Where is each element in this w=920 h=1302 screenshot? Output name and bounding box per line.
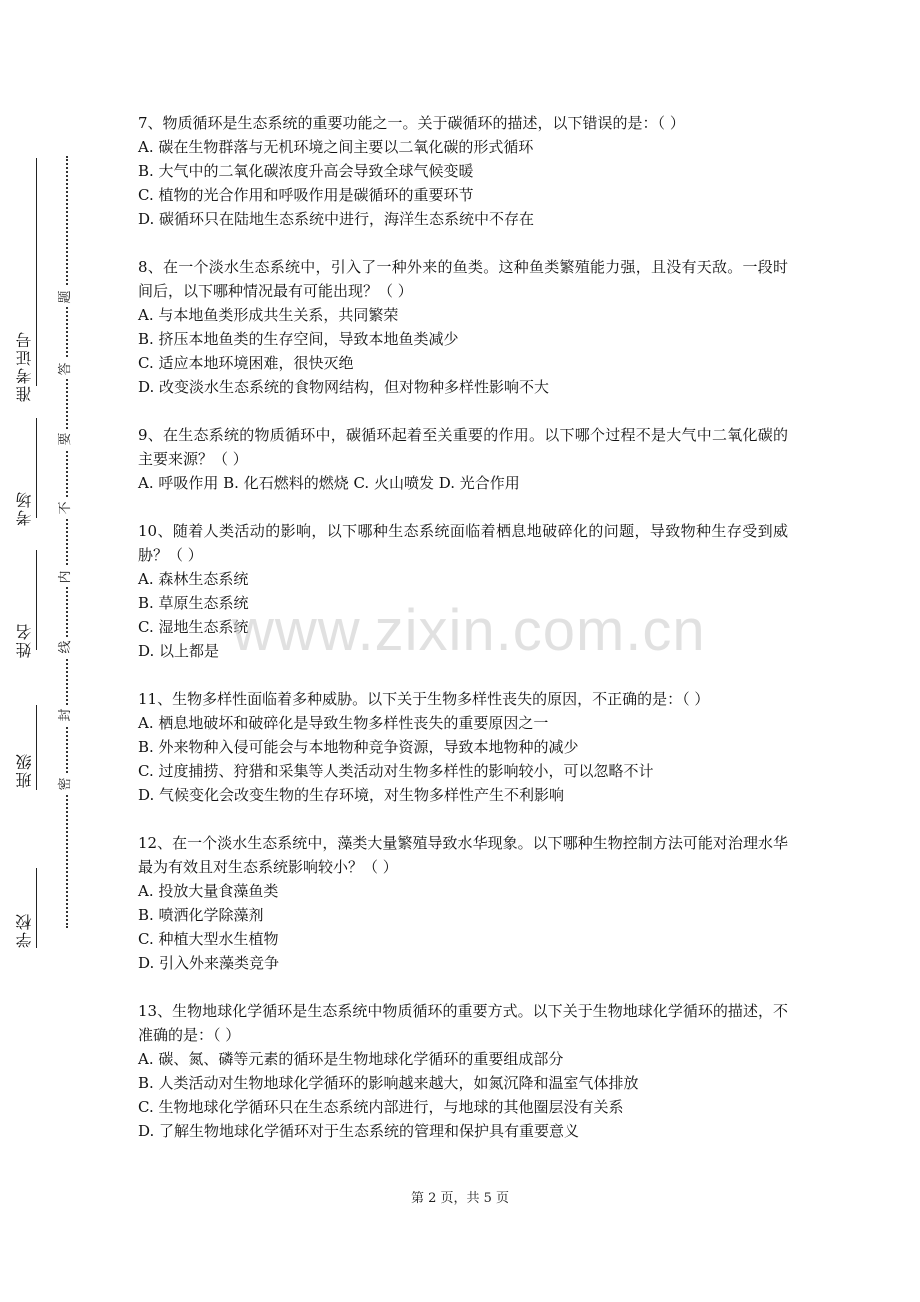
option-a: A. 森林生态系统 <box>138 570 249 588</box>
seal-char: 线 <box>57 637 75 657</box>
class-line <box>36 705 37 790</box>
question-11 <box>138 687 788 807</box>
question-stem: 11、生物多样性面临着多种威胁。以下关于生物多样性丧失的原因，不正确的是：（ ） <box>138 690 710 708</box>
option-b: B. 人类活动对生物地球化学循环的影响越来越大，如氮沉降和温室气体排放 <box>138 1074 639 1092</box>
seal-dotted-line <box>66 156 68 928</box>
option-b: B. 喷洒化学除藻剂 <box>138 906 264 924</box>
option-c: C. 种植大型水生植物 <box>138 930 279 948</box>
seal-char: 内 <box>57 567 75 587</box>
exam-number-line <box>36 158 37 386</box>
option-a: A. 栖息地破坏和破碎化是导致生物多样性丧失的重要原因之一 <box>138 714 549 732</box>
page-number: 第 2 页，共 5 页 <box>410 1191 510 1206</box>
option-a: A. 碳、氮、磷等元素的循环是生物地球化学循环的重要组成部分 <box>138 1050 564 1068</box>
exam-number-label: 准考证号 <box>15 330 34 402</box>
binding-margin <box>0 0 110 1302</box>
option-c: C. 植物的光合作用和呼吸作用是碳循环的重要环节 <box>138 186 474 204</box>
exam-room-label: 考场 <box>15 490 34 526</box>
option-a: A. 投放大量食藻鱼类 <box>138 882 279 900</box>
school-label: 学校 <box>15 912 34 948</box>
option-a: A. 与本地鱼类形成共生关系，共同繁荣 <box>138 306 399 324</box>
question-stem: 13、生物地球化学循环是生态系统中物质循环的重要方式。以下关于生物地球化学循环的描述，不准确的是：（ ） <box>138 1002 788 1044</box>
option-b: B. 大气中的二氧化碳浓度升高会导致全球气候变暖 <box>138 162 474 180</box>
watermark: www.zixin.com.cn <box>232 598 706 663</box>
option-d: D. 以上都是 <box>138 642 220 660</box>
option-c: C. 适应本地环境困难，很快灭绝 <box>138 354 354 372</box>
question-9 <box>138 423 788 495</box>
option-d: D. 引入外来藻类竞争 <box>138 954 280 972</box>
seal-char: 密 <box>57 774 75 794</box>
seal-char: 封 <box>57 705 75 725</box>
exam-room-line <box>36 418 37 518</box>
name-line <box>36 550 37 650</box>
options-inline: A. 呼吸作用 B. 化石燃料的燃烧 C. 火山喷发 D. 光合作用 <box>138 474 520 492</box>
name-label: 姓名 <box>15 622 34 658</box>
option-d: D. 了解生物地球化学循环对于生态系统的管理和保护具有重要意义 <box>138 1122 580 1140</box>
question-stem: 10、随着人类活动的影响，以下哪种生态系统面临着栖息地破碎化的问题，导致物种生存受到威胁？（ ） <box>138 522 788 564</box>
question-8 <box>138 255 788 399</box>
option-d: D. 气候变化会改变生物的生存环境，对生物多样性产生不利影响 <box>138 786 565 804</box>
question-stem: 7、物质循环是生态系统的重要功能之一。关于碳循环的描述，以下错误的是：（ ） <box>138 114 685 132</box>
option-a: A. 碳在生物群落与无机环境之间主要以二氧化碳的形式循环 <box>138 138 534 156</box>
seal-char: 要 <box>57 429 75 449</box>
seal-char: 不 <box>57 498 75 518</box>
question-stem: 9、在生态系统的物质循环中，碳循环起着至关重要的作用。以下哪个过程不是大气中二氧化碳的主要来源？（ ） <box>138 426 788 468</box>
option-b: B. 外来物种入侵可能会与本地物种竞争资源，导致本地物种的减少 <box>138 738 579 756</box>
option-b: B. 挤压本地鱼类的生存空间，导致本地鱼类减少 <box>138 330 459 348</box>
question-stem: 12、在一个淡水生态系统中，藻类大量繁殖导致水华现象。以下哪种生物控制方法可能对治理水华最为有效且对生态系统影响较小？（ ） <box>138 834 788 876</box>
option-c: C. 生物地球化学循环只在生态系统内部进行，与地球的其他圈层没有关系 <box>138 1098 624 1116</box>
option-c: C. 过度捕捞、狩猎和采集等人类活动对生物多样性的影响较小，可以忽略不计 <box>138 762 654 780</box>
seal-char: 题 <box>57 287 75 307</box>
option-d: D. 改变淡水生态系统的食物网结构，但对物种多样性影响不大 <box>138 378 550 396</box>
class-label: 班级 <box>15 752 34 788</box>
question-12 <box>138 831 788 975</box>
option-d: D. 碳循环只在陆地生态系统中进行，海洋生态系统中不存在 <box>138 210 535 228</box>
question-7 <box>138 111 788 231</box>
question-stem: 8、在一个淡水生态系统中，引入了一种外来的鱼类。这种鱼类繁殖能力强，且没有天敌。一段时间后，以下哪种情况最有可能出现？（ ） <box>138 258 788 300</box>
seal-char: 答 <box>57 359 75 379</box>
option-c: C. 湿地生态系统 <box>138 618 249 636</box>
question-13 <box>138 999 788 1143</box>
school-line <box>36 868 37 948</box>
option-b: B. 草原生态系统 <box>138 594 249 612</box>
